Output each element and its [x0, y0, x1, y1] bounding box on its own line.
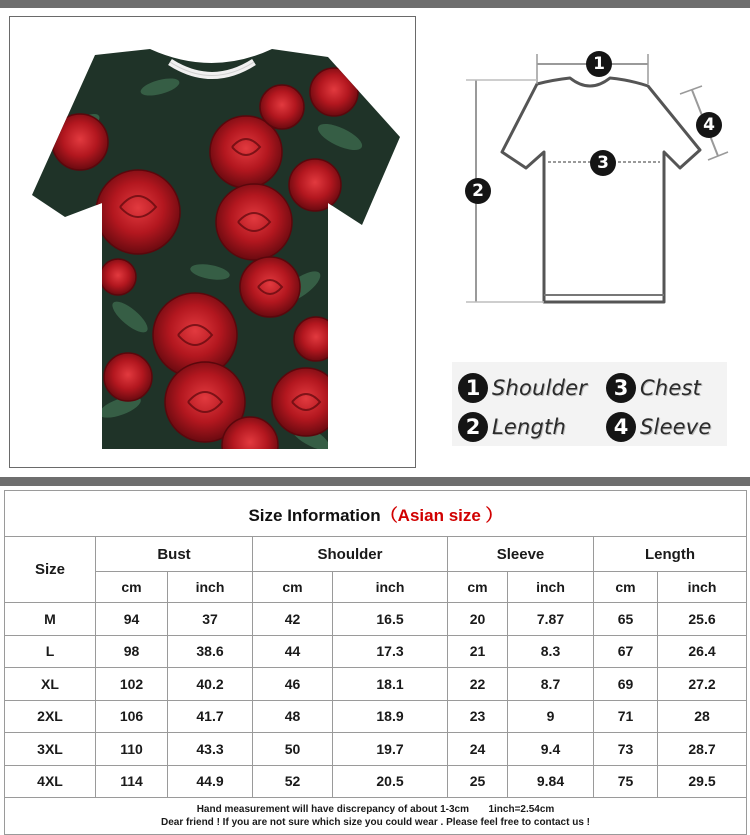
- table-cell: 24: [448, 733, 508, 766]
- header-row-units: [5, 572, 747, 603]
- number-1-icon: 1: [458, 373, 488, 403]
- table-cell: 43.3: [168, 733, 253, 766]
- table-cell: 8.3: [508, 635, 594, 668]
- size-table: [4, 490, 747, 835]
- table-cell: 73: [594, 733, 658, 766]
- measurement-diagram: [452, 40, 742, 322]
- table-cell: 18.9: [333, 700, 448, 733]
- table-cell: 25.6: [658, 603, 747, 636]
- group-header-length: Length: [594, 537, 747, 572]
- table-title-accent: （Asian size ）: [380, 506, 503, 525]
- unit-header: cm: [448, 572, 508, 603]
- marker-2: 2: [465, 178, 491, 204]
- rose-tshirt-image: [10, 17, 415, 467]
- legend-item-chest: [606, 371, 701, 405]
- table-cell: 44: [253, 635, 333, 668]
- size-cell: XL: [5, 668, 96, 701]
- table-cell: 21: [448, 635, 508, 668]
- table-row: [5, 700, 747, 733]
- marker-1: 1: [586, 51, 612, 77]
- table-cell: 98: [96, 635, 168, 668]
- note-line-2: Dear friend ! If you are not sure which size you could wear . Please feel free to contact us !: [161, 817, 591, 828]
- table-cell: 102: [96, 668, 168, 701]
- table-title: [5, 491, 747, 537]
- size-cell: 4XL: [5, 765, 96, 798]
- table-cell: 40.2: [168, 668, 253, 701]
- table-cell: 16.5: [333, 603, 448, 636]
- table-cell: 25: [448, 765, 508, 798]
- note-row: [5, 798, 747, 835]
- table-cell: 41.7: [168, 700, 253, 733]
- size-cell: L: [5, 635, 96, 668]
- size-header: Size: [5, 537, 96, 603]
- legend-item-sleeve: [606, 410, 712, 444]
- table-cell: 22: [448, 668, 508, 701]
- table-row: [5, 603, 747, 636]
- size-cell: 3XL: [5, 733, 96, 766]
- group-header-shoulder: Shoulder: [253, 537, 448, 572]
- table-cell: 44.9: [168, 765, 253, 798]
- table-title-text: Size Information: [248, 506, 381, 525]
- marker-4: 4: [696, 112, 722, 138]
- section-divider-bar: [0, 477, 750, 486]
- table-cell: 94: [96, 603, 168, 636]
- table-title-row: [5, 491, 747, 537]
- table-cell: 114: [96, 765, 168, 798]
- size-cell: M: [5, 603, 96, 636]
- table-cell: 29.5: [658, 765, 747, 798]
- table-cell: 20.5: [333, 765, 448, 798]
- table-cell: 38.6: [168, 635, 253, 668]
- table-cell: 18.1: [333, 668, 448, 701]
- number-2-icon: 2: [458, 412, 488, 442]
- note-line-1: Hand measurement will have discrepancy of about 1-3cm 1inch=2.54cm: [196, 804, 555, 815]
- table-cell: 37: [168, 603, 253, 636]
- legend-label: Sleeve: [640, 415, 712, 439]
- table-cell: 19.7: [333, 733, 448, 766]
- table-cell: 9: [508, 700, 594, 733]
- measurement-legend: [452, 362, 727, 446]
- table-row: [5, 765, 747, 798]
- product-photo: [9, 16, 416, 468]
- table-cell: 50: [253, 733, 333, 766]
- legend-label: Chest: [640, 376, 702, 400]
- number-4-icon: 4: [606, 412, 636, 442]
- unit-header: cm: [594, 572, 658, 603]
- size-cell: 2XL: [5, 700, 96, 733]
- table-row: [5, 733, 747, 766]
- table-cell: 23: [448, 700, 508, 733]
- table-cell: 48: [253, 700, 333, 733]
- table-cell: 9.84: [508, 765, 594, 798]
- table-cell: 17.3: [333, 635, 448, 668]
- tshirt-outline: [502, 78, 700, 302]
- table-cell: 27.2: [658, 668, 747, 701]
- marker-3: 3: [590, 150, 616, 176]
- legend-item-length: [458, 410, 566, 444]
- header-row-groups: [5, 537, 747, 572]
- table-cell: 42: [253, 603, 333, 636]
- group-header-sleeve: Sleeve: [448, 537, 594, 572]
- table-cell: 46: [253, 668, 333, 701]
- table-cell: 106: [96, 700, 168, 733]
- table-cell: 65: [594, 603, 658, 636]
- table-cell: 71: [594, 700, 658, 733]
- top-divider-bar: [0, 0, 750, 8]
- unit-header: inch: [333, 572, 448, 603]
- table-row: [5, 668, 747, 701]
- table-row: [5, 635, 747, 668]
- group-header-bust: Bust: [96, 537, 253, 572]
- table-cell: 26.4: [658, 635, 747, 668]
- table-cell: 75: [594, 765, 658, 798]
- number-3-icon: 3: [606, 373, 636, 403]
- unit-header: cm: [253, 572, 333, 603]
- table-cell: 110: [96, 733, 168, 766]
- table-cell: 8.7: [508, 668, 594, 701]
- size-chart: [4, 490, 746, 835]
- table-cell: 52: [253, 765, 333, 798]
- table-cell: 28: [658, 700, 747, 733]
- table-cell: 28.7: [658, 733, 747, 766]
- table-cell: 9.4: [508, 733, 594, 766]
- legend-label: Shoulder: [492, 376, 588, 400]
- table-cell: 7.87: [508, 603, 594, 636]
- table-cell: 69: [594, 668, 658, 701]
- unit-header: inch: [658, 572, 747, 603]
- unit-header: inch: [508, 572, 594, 603]
- table-cell: 20: [448, 603, 508, 636]
- unit-header: cm: [96, 572, 168, 603]
- legend-label: Length: [492, 415, 567, 439]
- unit-header: inch: [168, 572, 253, 603]
- measurement-note: [5, 798, 747, 835]
- legend-item-shoulder: [458, 371, 587, 405]
- table-cell: 67: [594, 635, 658, 668]
